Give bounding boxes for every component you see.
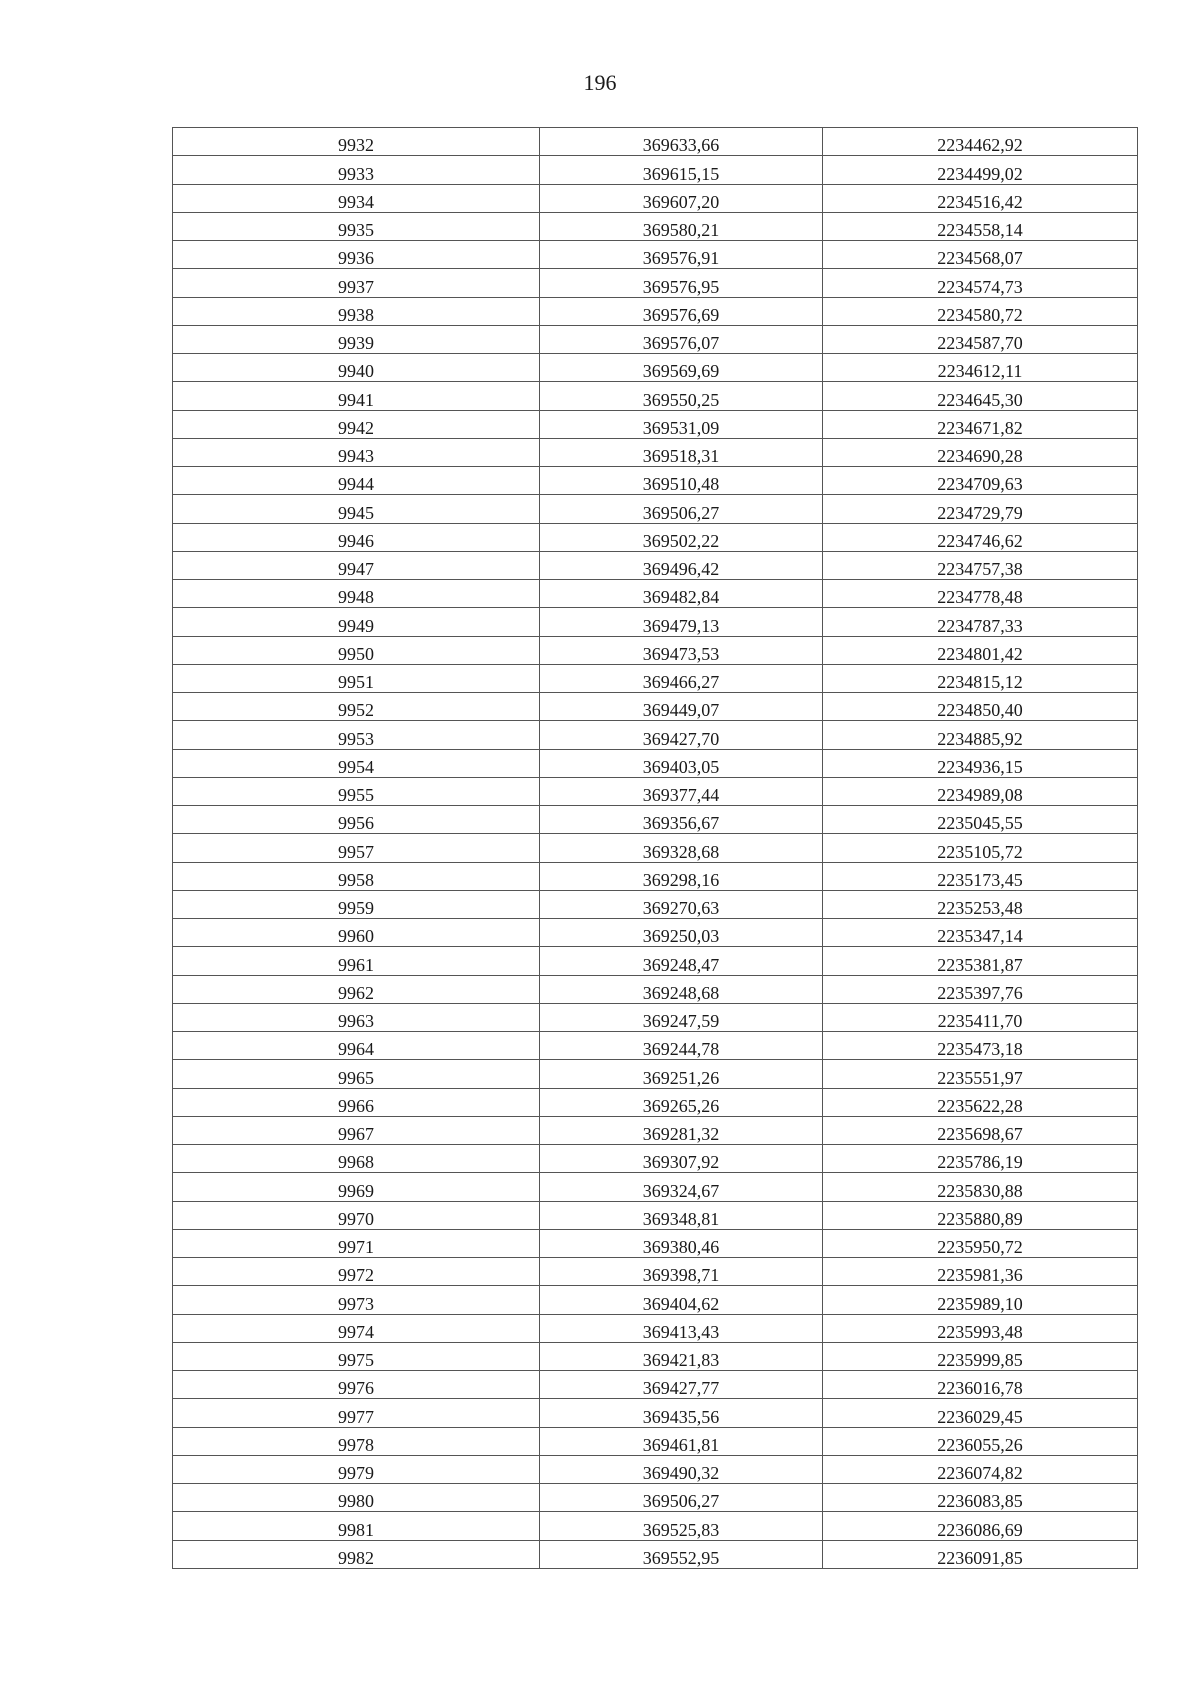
y-coordinate-cell: 2235045,55 — [823, 806, 1138, 834]
y-coordinate-cell: 2234499,02 — [823, 156, 1138, 184]
y-coordinate-cell: 2234729,79 — [823, 495, 1138, 523]
x-coordinate-cell: 369479,13 — [540, 608, 823, 636]
point-number-cell: 9946 — [173, 523, 540, 551]
y-coordinate-cell: 2235551,97 — [823, 1060, 1138, 1088]
table-row — [173, 1145, 1138, 1173]
x-coordinate-cell: 369307,92 — [540, 1145, 823, 1173]
point-number-cell: 9956 — [173, 806, 540, 834]
y-coordinate-cell: 2235622,28 — [823, 1088, 1138, 1116]
x-coordinate-cell: 369525,83 — [540, 1512, 823, 1540]
y-coordinate-cell: 2234885,92 — [823, 721, 1138, 749]
point-number-cell: 9932 — [173, 128, 540, 156]
x-coordinate-cell: 369510,48 — [540, 467, 823, 495]
point-number-cell: 9943 — [173, 438, 540, 466]
y-coordinate-cell: 2236016,78 — [823, 1371, 1138, 1399]
x-coordinate-cell: 369404,62 — [540, 1286, 823, 1314]
point-number-cell: 9970 — [173, 1201, 540, 1229]
coordinates-table-body — [173, 128, 1138, 1569]
y-coordinate-cell: 2236083,85 — [823, 1484, 1138, 1512]
table-row — [173, 862, 1138, 890]
y-coordinate-cell: 2234936,15 — [823, 749, 1138, 777]
point-number-cell: 9977 — [173, 1399, 540, 1427]
point-number-cell: 9975 — [173, 1342, 540, 1370]
point-number-cell: 9966 — [173, 1088, 540, 1116]
y-coordinate-cell: 2236086,69 — [823, 1512, 1138, 1540]
x-coordinate-cell: 369324,67 — [540, 1173, 823, 1201]
x-coordinate-cell: 369328,68 — [540, 834, 823, 862]
x-coordinate-cell: 369506,27 — [540, 1484, 823, 1512]
x-coordinate-cell: 369250,03 — [540, 919, 823, 947]
point-number-cell: 9947 — [173, 551, 540, 579]
x-coordinate-cell: 369377,44 — [540, 777, 823, 805]
point-number-cell: 9933 — [173, 156, 540, 184]
x-coordinate-cell: 369633,66 — [540, 128, 823, 156]
point-number-cell: 9969 — [173, 1173, 540, 1201]
table-row — [173, 156, 1138, 184]
y-coordinate-cell: 2234580,72 — [823, 297, 1138, 325]
table-row — [173, 297, 1138, 325]
page-number: 196 — [583, 70, 617, 95]
x-coordinate-cell: 369281,32 — [540, 1116, 823, 1144]
y-coordinate-cell: 2235411,70 — [823, 1003, 1138, 1031]
point-number-cell: 9980 — [173, 1484, 540, 1512]
y-coordinate-cell: 2234462,92 — [823, 128, 1138, 156]
table-row — [173, 269, 1138, 297]
point-number-cell: 9951 — [173, 664, 540, 692]
x-coordinate-cell: 369607,20 — [540, 184, 823, 212]
x-coordinate-cell: 369248,68 — [540, 975, 823, 1003]
x-coordinate-cell: 369247,59 — [540, 1003, 823, 1031]
table-row — [173, 184, 1138, 212]
y-coordinate-cell: 2234989,08 — [823, 777, 1138, 805]
y-coordinate-cell: 2234574,73 — [823, 269, 1138, 297]
table-row — [173, 410, 1138, 438]
x-coordinate-cell: 369270,63 — [540, 890, 823, 918]
x-coordinate-cell: 369427,70 — [540, 721, 823, 749]
table-row — [173, 947, 1138, 975]
y-coordinate-cell: 2235880,89 — [823, 1201, 1138, 1229]
y-coordinate-cell: 2235105,72 — [823, 834, 1138, 862]
y-coordinate-cell: 2235253,48 — [823, 890, 1138, 918]
table-row — [173, 1371, 1138, 1399]
table-row — [173, 523, 1138, 551]
point-number-cell: 9963 — [173, 1003, 540, 1031]
table-row — [173, 1201, 1138, 1229]
table-row — [173, 608, 1138, 636]
table-row — [173, 1060, 1138, 1088]
x-coordinate-cell: 369576,95 — [540, 269, 823, 297]
x-coordinate-cell: 369518,31 — [540, 438, 823, 466]
point-number-cell: 9942 — [173, 410, 540, 438]
y-coordinate-cell: 2235999,85 — [823, 1342, 1138, 1370]
table-row — [173, 354, 1138, 382]
point-number-cell: 9937 — [173, 269, 540, 297]
x-coordinate-cell: 369421,83 — [540, 1342, 823, 1370]
point-number-cell: 9944 — [173, 467, 540, 495]
x-coordinate-cell: 369265,26 — [540, 1088, 823, 1116]
point-number-cell: 9953 — [173, 721, 540, 749]
x-coordinate-cell: 369580,21 — [540, 212, 823, 240]
table-row — [173, 1512, 1138, 1540]
table-row — [173, 834, 1138, 862]
x-coordinate-cell: 369496,42 — [540, 551, 823, 579]
point-number-cell: 9965 — [173, 1060, 540, 1088]
x-coordinate-cell: 369552,95 — [540, 1540, 823, 1568]
y-coordinate-cell: 2234587,70 — [823, 325, 1138, 353]
point-number-cell: 9940 — [173, 354, 540, 382]
y-coordinate-cell: 2234645,30 — [823, 382, 1138, 410]
table-row — [173, 777, 1138, 805]
y-coordinate-cell: 2234757,38 — [823, 551, 1138, 579]
x-coordinate-cell: 369248,47 — [540, 947, 823, 975]
table-row — [173, 212, 1138, 240]
point-number-cell: 9949 — [173, 608, 540, 636]
y-coordinate-cell: 2234709,63 — [823, 467, 1138, 495]
point-number-cell: 9973 — [173, 1286, 540, 1314]
table-row — [173, 1173, 1138, 1201]
x-coordinate-cell: 369251,26 — [540, 1060, 823, 1088]
table-row — [173, 664, 1138, 692]
table-row — [173, 1314, 1138, 1342]
table-row — [173, 975, 1138, 1003]
table-row — [173, 693, 1138, 721]
table-row — [173, 1342, 1138, 1370]
x-coordinate-cell: 369449,07 — [540, 693, 823, 721]
x-coordinate-cell: 369490,32 — [540, 1455, 823, 1483]
x-coordinate-cell: 369531,09 — [540, 410, 823, 438]
x-coordinate-cell: 369427,77 — [540, 1371, 823, 1399]
table-row — [173, 580, 1138, 608]
x-coordinate-cell: 369569,69 — [540, 354, 823, 382]
coordinates-table — [172, 127, 1138, 1569]
point-number-cell: 9955 — [173, 777, 540, 805]
y-coordinate-cell: 2236029,45 — [823, 1399, 1138, 1427]
y-coordinate-cell: 2235698,67 — [823, 1116, 1138, 1144]
point-number-cell: 9967 — [173, 1116, 540, 1144]
x-coordinate-cell: 369506,27 — [540, 495, 823, 523]
x-coordinate-cell: 369298,16 — [540, 862, 823, 890]
x-coordinate-cell: 369576,07 — [540, 325, 823, 353]
table-row — [173, 1229, 1138, 1257]
y-coordinate-cell: 2235830,88 — [823, 1173, 1138, 1201]
point-number-cell: 9948 — [173, 580, 540, 608]
point-number-cell: 9960 — [173, 919, 540, 947]
table-row — [173, 1399, 1138, 1427]
x-coordinate-cell: 369380,46 — [540, 1229, 823, 1257]
point-number-cell: 9972 — [173, 1258, 540, 1286]
x-coordinate-cell: 369461,81 — [540, 1427, 823, 1455]
table-row — [173, 438, 1138, 466]
table-row — [173, 749, 1138, 777]
y-coordinate-cell: 2235381,87 — [823, 947, 1138, 975]
table-row — [173, 325, 1138, 353]
point-number-cell: 9959 — [173, 890, 540, 918]
x-coordinate-cell: 369550,25 — [540, 382, 823, 410]
x-coordinate-cell: 369403,05 — [540, 749, 823, 777]
x-coordinate-cell: 369482,84 — [540, 580, 823, 608]
y-coordinate-cell: 2234516,42 — [823, 184, 1138, 212]
y-coordinate-cell: 2235473,18 — [823, 1032, 1138, 1060]
table-row — [173, 1286, 1138, 1314]
x-coordinate-cell: 369473,53 — [540, 636, 823, 664]
table-row — [173, 1088, 1138, 1116]
point-number-cell: 9934 — [173, 184, 540, 212]
table-row — [173, 1003, 1138, 1031]
y-coordinate-cell: 2236074,82 — [823, 1455, 1138, 1483]
y-coordinate-cell: 2234558,14 — [823, 212, 1138, 240]
x-coordinate-cell: 369576,69 — [540, 297, 823, 325]
table-row — [173, 1484, 1138, 1512]
y-coordinate-cell: 2234690,28 — [823, 438, 1138, 466]
y-coordinate-cell: 2235981,36 — [823, 1258, 1138, 1286]
table-row — [173, 551, 1138, 579]
point-number-cell: 9954 — [173, 749, 540, 777]
point-number-cell: 9964 — [173, 1032, 540, 1060]
point-number-cell: 9941 — [173, 382, 540, 410]
table-row — [173, 128, 1138, 156]
point-number-cell: 9962 — [173, 975, 540, 1003]
y-coordinate-cell: 2234612,11 — [823, 354, 1138, 382]
y-coordinate-cell: 2235173,45 — [823, 862, 1138, 890]
point-number-cell: 9945 — [173, 495, 540, 523]
point-number-cell: 9968 — [173, 1145, 540, 1173]
y-coordinate-cell: 2234778,48 — [823, 580, 1138, 608]
y-coordinate-cell: 2234787,33 — [823, 608, 1138, 636]
x-coordinate-cell: 369466,27 — [540, 664, 823, 692]
y-coordinate-cell: 2235347,14 — [823, 919, 1138, 947]
y-coordinate-cell: 2235993,48 — [823, 1314, 1138, 1342]
y-coordinate-cell: 2234801,42 — [823, 636, 1138, 664]
table-row — [173, 1032, 1138, 1060]
point-number-cell: 9935 — [173, 212, 540, 240]
y-coordinate-cell: 2234850,40 — [823, 693, 1138, 721]
table-row — [173, 636, 1138, 664]
point-number-cell: 9961 — [173, 947, 540, 975]
point-number-cell: 9979 — [173, 1455, 540, 1483]
point-number-cell: 9981 — [173, 1512, 540, 1540]
table-row — [173, 919, 1138, 947]
y-coordinate-cell: 2236091,85 — [823, 1540, 1138, 1568]
table-row — [173, 1455, 1138, 1483]
x-coordinate-cell: 369413,43 — [540, 1314, 823, 1342]
point-number-cell: 9939 — [173, 325, 540, 353]
y-coordinate-cell: 2236055,26 — [823, 1427, 1138, 1455]
table-row — [173, 241, 1138, 269]
y-coordinate-cell: 2235950,72 — [823, 1229, 1138, 1257]
point-number-cell: 9957 — [173, 834, 540, 862]
table-row — [173, 721, 1138, 749]
y-coordinate-cell: 2235989,10 — [823, 1286, 1138, 1314]
table-row — [173, 806, 1138, 834]
point-number-cell: 9974 — [173, 1314, 540, 1342]
table-row — [173, 495, 1138, 523]
y-coordinate-cell: 2235397,76 — [823, 975, 1138, 1003]
table-row — [173, 1116, 1138, 1144]
point-number-cell: 9952 — [173, 693, 540, 721]
point-number-cell: 9938 — [173, 297, 540, 325]
table-row — [173, 1427, 1138, 1455]
point-number-cell: 9978 — [173, 1427, 540, 1455]
x-coordinate-cell: 369502,22 — [540, 523, 823, 551]
table-row — [173, 1258, 1138, 1286]
x-coordinate-cell: 369398,71 — [540, 1258, 823, 1286]
point-number-cell: 9971 — [173, 1229, 540, 1257]
x-coordinate-cell: 369348,81 — [540, 1201, 823, 1229]
table-row — [173, 1540, 1138, 1568]
x-coordinate-cell: 369244,78 — [540, 1032, 823, 1060]
point-number-cell: 9982 — [173, 1540, 540, 1568]
point-number-cell: 9936 — [173, 241, 540, 269]
x-coordinate-cell: 369576,91 — [540, 241, 823, 269]
y-coordinate-cell: 2234815,12 — [823, 664, 1138, 692]
point-number-cell: 9976 — [173, 1371, 540, 1399]
x-coordinate-cell: 369356,67 — [540, 806, 823, 834]
table-row — [173, 382, 1138, 410]
point-number-cell: 9950 — [173, 636, 540, 664]
y-coordinate-cell: 2235786,19 — [823, 1145, 1138, 1173]
x-coordinate-cell: 369615,15 — [540, 156, 823, 184]
y-coordinate-cell: 2234671,82 — [823, 410, 1138, 438]
y-coordinate-cell: 2234568,07 — [823, 241, 1138, 269]
point-number-cell: 9958 — [173, 862, 540, 890]
x-coordinate-cell: 369435,56 — [540, 1399, 823, 1427]
y-coordinate-cell: 2234746,62 — [823, 523, 1138, 551]
table-row — [173, 467, 1138, 495]
table-row — [173, 890, 1138, 918]
